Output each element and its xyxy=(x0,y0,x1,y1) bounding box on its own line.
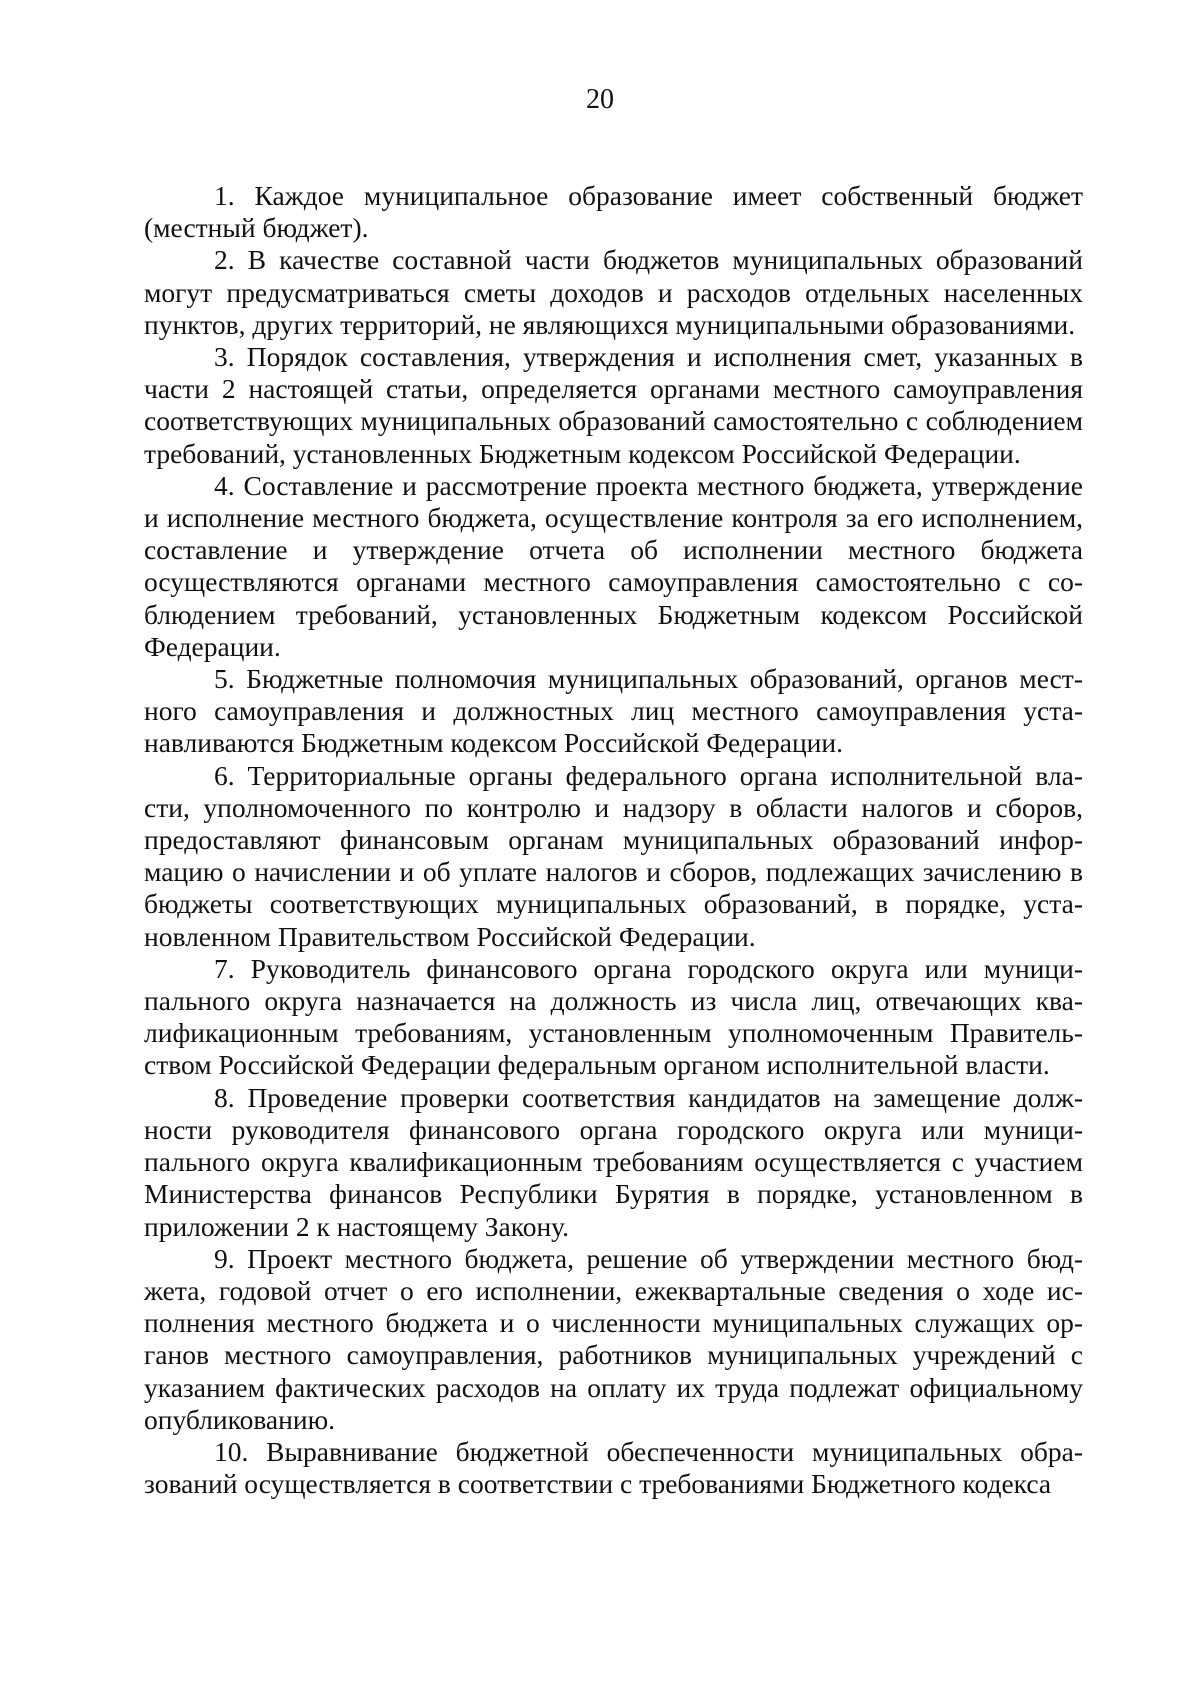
paragraph-3: 3. Порядок составления, утверждения и исполнения смет, указанных в части 2 настоящей статьи, определяется органами местного самоуправления соответствующих муниципальных образований самостоятельно с соблюдением требований, установленных Бюджетным кодексом Российской Федерации. xyxy=(144,341,1083,469)
paragraph-2: 2. В качестве составной части бюджетов муниципальных образований могут предусматриваться сметы доходов и расходов отдельных населенных пунктов, других территорий, не являющихся муниципальными образованиями. xyxy=(144,244,1083,340)
paragraph-6: 6. Территориальные органы федерального органа исполнительной власти, уполномоченного по контролю и надзору в области налогов и сборов, предоставляют финансовым органам муниципальных образований информацию о начислении и об уплате налогов и сборов, подлежащих зачислению в бюджеты соответствующих муниципальных образований, в порядке, установленном Правительством Российской Федерации. xyxy=(144,759,1083,952)
paragraph-7: 7. Руководитель финансового органа городского округа или муниципального округа назначается на должность из числа лиц, отвечающих квалификационным требованиям, установленным уполномоченным Правительством Российской Федерации федеральным органом исполнительной власти. xyxy=(144,952,1083,1081)
paragraph-4: 4. Составление и рассмотрение проекта местного бюджета, утверждение и исполнение местного бюджета, осуществление контроля за его исполнением, составление и утверждение отчета об исполнении местного бюджета осуществляются органами местного самоуправления самостоятельно с соблюдением требований, установленных Бюджетным кодексом Российской Федерации. xyxy=(144,469,1083,662)
paragraph-10: 10. Выравнивание бюджетной обеспеченности муниципальных образований осуществляется в соответствии с требованиями Бюджетного кодекса xyxy=(144,1435,1083,1500)
document-body xyxy=(144,180,1083,1500)
paragraph-5: 5. Бюджетные полномочия муниципальных образований, органов местного самоуправления и должностных лиц местного самоуправления устанавливаются Бюджетным кодексом Российской Федерации. xyxy=(144,663,1083,759)
page-number: 20 xyxy=(586,84,614,115)
paragraph-9: 9. Проект местного бюджета, решение об утверждении местного бюджета, годовой отчет о его исполнении, ежеквартальные сведения о ходе исполнения местного бюджета и о численности муниципальных служащих органов местного самоуправления, работников муниципальных учреждений с указанием фактических расходов на оплату их труда подлежат официальному опубликованию. xyxy=(144,1242,1083,1435)
paragraph-1: 1. Каждое муниципальное образование имеет собственный бюджет (местный бюджет). xyxy=(144,180,1083,244)
paragraph-8: 8. Проведение проверки соответствия кандидатов на замещение должности руководителя финансового органа городского округа или муниципального округа квалификационным требованиям осуществляется с участием Министерства финансов Республики Бурятия в порядке, установленном в приложении 2 к настоящему Закону. xyxy=(144,1081,1083,1242)
